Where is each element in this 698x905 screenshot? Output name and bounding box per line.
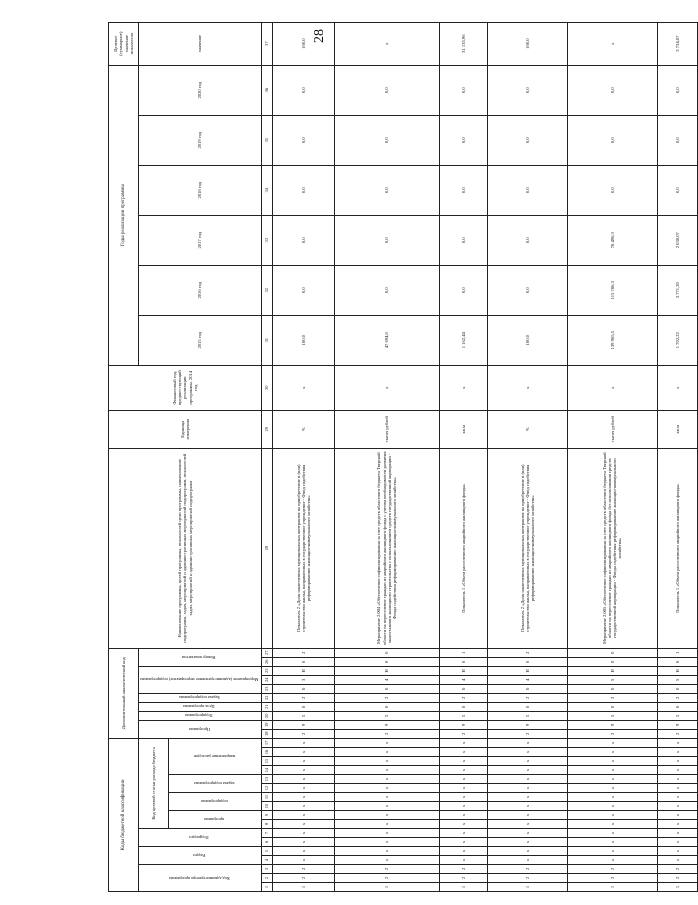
code-cell: x bbox=[487, 820, 567, 829]
code-cell: 5 bbox=[272, 711, 334, 720]
code-cell: x bbox=[272, 748, 334, 757]
code-cell: 0 bbox=[272, 657, 334, 666]
code-cell: 0 bbox=[567, 648, 657, 657]
code-cell: Н bbox=[657, 666, 697, 675]
fin-year-cell: х bbox=[567, 365, 657, 410]
code-cell: 2 bbox=[657, 729, 697, 738]
final-value-cell: 3 734,07 bbox=[657, 22, 697, 65]
code-cell: x bbox=[334, 811, 439, 820]
code-cell: x bbox=[567, 793, 657, 802]
row-name-cell: Показатель 2 «Доля заключенных муниципальных контрактов на приобретение и (или) строительство жилья, направленных в государственное учреждение - Фонд содействия реформированию жилищно-коммунального хозяйства» bbox=[272, 448, 334, 648]
code-cell: x bbox=[487, 847, 567, 856]
year-value-cell: 0,0 bbox=[657, 65, 697, 115]
section-header: Раздел bbox=[193, 853, 206, 859]
code-cell: 2 bbox=[657, 865, 697, 874]
code-cell: x bbox=[439, 793, 487, 802]
code-cell: 1 bbox=[439, 648, 487, 657]
unit-cell: кв.м bbox=[439, 410, 487, 448]
code-cell: 0 bbox=[657, 702, 697, 711]
code-cell: x bbox=[567, 748, 657, 757]
a-event-header: Мероприятие (административное мероприятие) подпрограммы bbox=[140, 677, 259, 683]
code-cell: 4 bbox=[439, 675, 487, 684]
code-cell: x bbox=[439, 847, 487, 856]
code-cell: x bbox=[272, 811, 334, 820]
code-cell: x bbox=[334, 748, 439, 757]
year-value-cell: 0,0 bbox=[272, 215, 334, 265]
code-cell: 1 bbox=[487, 883, 567, 892]
index-cell: 27 bbox=[261, 648, 272, 657]
subprog-header: подпрограмма bbox=[200, 799, 228, 805]
index-cell: 5 bbox=[261, 847, 272, 856]
unit-cell: тысяч рублей bbox=[334, 410, 439, 448]
code-cell: 1 bbox=[439, 883, 487, 892]
code-cell: x bbox=[657, 838, 697, 847]
code-cell: x bbox=[272, 793, 334, 802]
year-5: 2019 год bbox=[139, 115, 262, 165]
index-cell: 4 bbox=[261, 856, 272, 865]
code-cell: 0 bbox=[272, 702, 334, 711]
code-cell: 2 bbox=[334, 865, 439, 874]
table-row bbox=[567, 22, 657, 891]
final-value-cell: 100,0 bbox=[272, 22, 334, 65]
code-cell: x bbox=[657, 748, 697, 757]
year-value-cell: 0,0 bbox=[334, 115, 439, 165]
code-cell: 0 bbox=[487, 702, 567, 711]
code-cell: x bbox=[567, 802, 657, 811]
code-cell: x bbox=[272, 820, 334, 829]
code-cell: x bbox=[439, 838, 487, 847]
prog-header: программа bbox=[204, 817, 225, 823]
year-value-cell: 2 038,07 bbox=[657, 215, 697, 265]
final-value-cell: х bbox=[567, 22, 657, 65]
index-cell: 6 bbox=[261, 838, 272, 847]
year-value-cell: 0,0 bbox=[334, 215, 439, 265]
code-cell: 5 bbox=[567, 675, 657, 684]
code-cell: x bbox=[487, 838, 567, 847]
rotated-sheet bbox=[108, 31, 680, 892]
year-value-cell: 100,0 bbox=[272, 315, 334, 365]
code-cell: x bbox=[334, 802, 439, 811]
code-cell: x bbox=[439, 738, 487, 747]
code-cell: 2 bbox=[487, 874, 567, 883]
index-cell: 7 bbox=[261, 829, 272, 838]
code-cell: x bbox=[567, 829, 657, 838]
code-cell: x bbox=[567, 757, 657, 766]
code-cell: 2 bbox=[439, 865, 487, 874]
code-cell: x bbox=[657, 820, 697, 829]
code-cell: x bbox=[439, 811, 487, 820]
a-program-header: Программа bbox=[188, 726, 210, 732]
code-cell: 9 bbox=[334, 720, 439, 729]
code-cell: x bbox=[334, 829, 439, 838]
code-cell: x bbox=[567, 766, 657, 775]
row-name-cell: Показатель 1 «Объем расселенного аварийного жилищного фонда» bbox=[657, 448, 697, 648]
code-cell: x bbox=[272, 757, 334, 766]
page-number: 28 bbox=[312, 29, 327, 43]
code-cell: x bbox=[657, 856, 697, 865]
code-cell: 2 bbox=[334, 729, 439, 738]
code-cell: x bbox=[439, 748, 487, 757]
table-row bbox=[272, 22, 334, 891]
code-cell: x bbox=[272, 766, 334, 775]
task-sub-header: задача подпрограммы bbox=[193, 781, 235, 787]
code-cell: x bbox=[567, 811, 657, 820]
code-cell: Н bbox=[334, 666, 439, 675]
index-cell: 31 bbox=[261, 315, 272, 365]
code-cell: x bbox=[334, 766, 439, 775]
code-cell: x bbox=[487, 775, 567, 784]
code-cell: 0 bbox=[567, 702, 657, 711]
sheet-inner bbox=[108, 31, 680, 892]
index-cell: 3 bbox=[261, 865, 272, 874]
index-cell: 11 bbox=[261, 793, 272, 802]
year-value-cell: 3 771,20 bbox=[657, 265, 697, 315]
code-cell: 2 bbox=[567, 693, 657, 702]
code-cell: 0 bbox=[334, 657, 439, 666]
year-value-cell: 0,0 bbox=[657, 165, 697, 215]
index-cell: 21 bbox=[261, 702, 272, 711]
final-value-cell: 31 135,96 bbox=[439, 22, 487, 65]
code-cell: 1 bbox=[272, 883, 334, 892]
code-cell: 2 bbox=[567, 865, 657, 874]
code-cell: 1 bbox=[567, 883, 657, 892]
code-cell: 5 bbox=[657, 711, 697, 720]
fin-year-cell: х bbox=[487, 365, 567, 410]
index-cell: 35 bbox=[261, 115, 272, 165]
code-cell: 2 bbox=[439, 693, 487, 702]
index-cell: 2 bbox=[261, 874, 272, 883]
code-cell: x bbox=[439, 820, 487, 829]
row-name-cell: Мероприятие 2.005 «Обеспечение софинансирования за счет средств областного бюджета Тверской области на переселение граждан из аварийного жилищного фонда без использования средств государственной корпорации - Фонда содействия реформированию жилищно-коммунального хозяйства» bbox=[567, 448, 657, 648]
code-cell: 5 bbox=[487, 711, 567, 720]
year-value-cell: 100,0 bbox=[487, 315, 567, 365]
code-cell: x bbox=[439, 784, 487, 793]
unit-cell: % bbox=[487, 410, 567, 448]
code-cell: 2 bbox=[272, 693, 334, 702]
code-cell: 0 bbox=[487, 684, 567, 693]
year-value-cell: 0,0 bbox=[439, 115, 487, 165]
code-cell: 0 bbox=[657, 657, 697, 666]
code-cell: 9 bbox=[439, 720, 487, 729]
index-cell: 19 bbox=[261, 720, 272, 729]
code-cell: Н bbox=[272, 666, 334, 675]
code-cell: x bbox=[439, 802, 487, 811]
code-cell: x bbox=[334, 820, 439, 829]
code-cell: 1 bbox=[334, 883, 439, 892]
code-cell: x bbox=[487, 748, 567, 757]
code-cell: 5 bbox=[567, 711, 657, 720]
code-cell: 2 bbox=[657, 693, 697, 702]
kbk-header: Коды бюджетной классификации bbox=[109, 738, 139, 891]
unit-cell: тысяч рублей bbox=[567, 410, 657, 448]
code-cell: 2 bbox=[657, 874, 697, 883]
index-cell: 10 bbox=[261, 802, 272, 811]
code-cell: x bbox=[334, 847, 439, 856]
row-name-cell: Мероприятие 2.004 «Обеспечение софинансирования за счет средств областного бюджета Тверской области на переселение граждан из аварийного жилищного фонда с учетом необходимости развития малоэтажного жилищного строительства с использованием средств государственной корпорации - Фонда содействия реформированию жилищно-коммунального хозяйства» bbox=[334, 448, 439, 648]
code-cell: 2 bbox=[439, 874, 487, 883]
fin-year-cell: х bbox=[439, 365, 487, 410]
code-cell: 1 bbox=[657, 883, 697, 892]
code-cell: 2 bbox=[334, 874, 439, 883]
name-header: Наименование программы, целей программы, показателей цели программы, наименование подпрограмм, задач, мероприятий и административных мероприятий подпрограмм, показателей задач, мероприятий и административных мероприятий подпрограмм bbox=[109, 448, 262, 648]
code-cell: x bbox=[334, 838, 439, 847]
admin-code-header: Код администратора программы bbox=[168, 875, 230, 881]
index-cell: 16 bbox=[261, 748, 272, 757]
fin-year-header: Финансовый год, предшествующий реализации программы, 2014 год bbox=[109, 365, 262, 410]
code-cell: 0 bbox=[439, 702, 487, 711]
year-value-cell: 0,0 bbox=[439, 215, 487, 265]
code-cell: x bbox=[272, 738, 334, 747]
code-cell: 0 bbox=[567, 657, 657, 666]
index-cell: 37 bbox=[261, 22, 272, 65]
code-cell: 0 bbox=[567, 684, 657, 693]
index-cell: 9 bbox=[261, 811, 272, 820]
table-row bbox=[657, 22, 697, 891]
code-cell: 9 bbox=[487, 720, 567, 729]
program-table bbox=[108, 22, 698, 892]
code-cell: 5 bbox=[334, 711, 439, 720]
year-value-cell: 0,0 bbox=[487, 65, 567, 115]
code-cell: x bbox=[657, 757, 697, 766]
code-cell: 9 bbox=[657, 720, 697, 729]
unit-cell: % bbox=[272, 410, 334, 448]
index-cell: 22 bbox=[261, 693, 272, 702]
code-cell: 2 bbox=[272, 648, 334, 657]
year-value-cell: 0,0 bbox=[487, 215, 567, 265]
code-cell: x bbox=[439, 775, 487, 784]
year-value-cell: 0,0 bbox=[334, 165, 439, 215]
year-value-cell: 1 162,44 bbox=[439, 315, 487, 365]
code-cell: x bbox=[567, 856, 657, 865]
index-cell: 17 bbox=[261, 738, 272, 747]
table-row bbox=[487, 22, 567, 891]
code-cell: x bbox=[487, 766, 567, 775]
code-cell: x bbox=[272, 829, 334, 838]
year-value-cell: 0,0 bbox=[272, 115, 334, 165]
code-cell: 0 bbox=[272, 684, 334, 693]
year-value-cell: 0,0 bbox=[272, 165, 334, 215]
index-cell: 23 bbox=[261, 684, 272, 693]
year-value-cell: 139 965,5 bbox=[567, 315, 657, 365]
index-cell: 28 bbox=[261, 448, 272, 648]
code-cell: x bbox=[487, 757, 567, 766]
index-cell: 15 bbox=[261, 757, 272, 766]
row-name-cell: Показатель 2 «Доля заключенных муниципальных контрактов на приобретение и (или) строительство жилья, направленных в государственное учреждение - Фонд содействия реформированию жилищно-коммунального хозяйства» bbox=[487, 448, 567, 648]
table-row bbox=[439, 22, 487, 891]
code-cell: 2 bbox=[272, 865, 334, 874]
code-cell: Н bbox=[487, 666, 567, 675]
code-cell: x bbox=[487, 802, 567, 811]
year-value-cell: 0,0 bbox=[334, 65, 439, 115]
code-cell: x bbox=[487, 829, 567, 838]
index-cell: 18 bbox=[261, 729, 272, 738]
code-cell: x bbox=[439, 856, 487, 865]
code-cell: x bbox=[272, 838, 334, 847]
code-cell: 2 bbox=[487, 729, 567, 738]
code-cell: 2 bbox=[334, 693, 439, 702]
row-name-cell: Показатель 1 «Объем расселенного аварийного жилищного фонда» bbox=[439, 448, 487, 648]
code-cell: x bbox=[487, 784, 567, 793]
year-value-cell: 0,0 bbox=[487, 265, 567, 315]
a-goal-header: Цель программы bbox=[183, 704, 216, 710]
unit-header: Единица измерения bbox=[109, 410, 262, 448]
code-cell: 0 bbox=[487, 657, 567, 666]
code-cell: 2 bbox=[272, 874, 334, 883]
code-cell: x bbox=[657, 847, 697, 856]
year-value-cell: 0,0 bbox=[487, 115, 567, 165]
index-cell: 32 bbox=[261, 265, 272, 315]
code-cell: 4 bbox=[487, 675, 567, 684]
year-value-cell: 47 694,0 bbox=[334, 315, 439, 365]
fin-year-cell: х bbox=[272, 365, 334, 410]
code-cell: 2 bbox=[567, 874, 657, 883]
index-cell: 33 bbox=[261, 215, 272, 265]
code-cell: x bbox=[334, 757, 439, 766]
code-cell: 5 bbox=[439, 711, 487, 720]
code-cell: 4 bbox=[334, 675, 439, 684]
year-value-cell: 0,0 bbox=[272, 265, 334, 315]
index-row bbox=[261, 22, 272, 891]
index-cell: 30 bbox=[261, 365, 272, 410]
dir-exp-header: направление расходов bbox=[193, 753, 235, 759]
code-cell: 9 bbox=[272, 720, 334, 729]
year-value-cell: 0,0 bbox=[567, 165, 657, 215]
table-row bbox=[334, 22, 439, 891]
years-header: Годы реализации программы bbox=[109, 65, 139, 365]
year-value-cell: 1 702,22 bbox=[657, 315, 697, 365]
index-cell: 26 bbox=[261, 657, 272, 666]
index-cell: 1 bbox=[261, 883, 272, 892]
code-cell: x bbox=[487, 793, 567, 802]
index-cell: 36 bbox=[261, 65, 272, 115]
code-cell: x bbox=[272, 784, 334, 793]
code-cell: x bbox=[567, 738, 657, 747]
fin-year-cell: х bbox=[334, 365, 439, 410]
year-4: 2018 год bbox=[139, 165, 262, 215]
year-3: 2017 год bbox=[139, 215, 262, 265]
year-value-cell: 0,0 bbox=[439, 65, 487, 115]
extra-code-header: Дополнительный аналитический код bbox=[109, 648, 139, 738]
code-cell: 2 bbox=[272, 729, 334, 738]
code-cell: x bbox=[272, 802, 334, 811]
code-cell: x bbox=[657, 829, 697, 838]
code-cell: x bbox=[334, 775, 439, 784]
code-cell: 1 bbox=[657, 648, 697, 657]
year-value-cell: 0,0 bbox=[272, 65, 334, 115]
code-cell: 0 bbox=[439, 684, 487, 693]
code-cell: x bbox=[439, 757, 487, 766]
code-cell: x bbox=[657, 738, 697, 747]
year-value-cell: 0,0 bbox=[567, 115, 657, 165]
code-cell: 0 bbox=[334, 648, 439, 657]
index-cell: 24 bbox=[261, 675, 272, 684]
subsection-header: Подраздел bbox=[189, 835, 210, 841]
year-1: 2015 год bbox=[139, 315, 262, 365]
code-cell: x bbox=[657, 793, 697, 802]
code-cell: 3 bbox=[272, 675, 334, 684]
code-cell: x bbox=[487, 856, 567, 865]
code-cell: x bbox=[487, 738, 567, 747]
code-cell: 2 bbox=[487, 693, 567, 702]
year-2: 2016 год bbox=[139, 265, 262, 315]
code-cell: 0 bbox=[657, 684, 697, 693]
code-cell: 0 bbox=[334, 684, 439, 693]
code-cell: x bbox=[567, 820, 657, 829]
code-cell: x bbox=[657, 766, 697, 775]
code-cell: x bbox=[657, 802, 697, 811]
code-cell: 2 bbox=[439, 729, 487, 738]
a-subprog-header: Подпрограмма bbox=[185, 713, 214, 719]
code-cell: x bbox=[657, 775, 697, 784]
code-cell: Н bbox=[439, 666, 487, 675]
code-cell: 5 bbox=[657, 675, 697, 684]
code-cell: 2 bbox=[487, 865, 567, 874]
code-cell: x bbox=[487, 811, 567, 820]
code-cell: x bbox=[334, 738, 439, 747]
index-cell: 13 bbox=[261, 775, 272, 784]
code-cell: x bbox=[272, 775, 334, 784]
code-cell: x bbox=[567, 847, 657, 856]
code-cell: x bbox=[657, 784, 697, 793]
fin-year-cell: х bbox=[657, 365, 697, 410]
year-value-cell: 0,0 bbox=[439, 265, 487, 315]
code-cell: x bbox=[439, 829, 487, 838]
index-cell: 34 bbox=[261, 165, 272, 215]
code-cell: Н bbox=[567, 666, 657, 675]
code-cell: 0 bbox=[334, 702, 439, 711]
code-cell: x bbox=[439, 766, 487, 775]
index-cell: 20 bbox=[261, 711, 272, 720]
final-value-cell: х bbox=[334, 22, 439, 65]
final-value-cell: 100,0 bbox=[487, 22, 567, 65]
code-cell: x bbox=[567, 775, 657, 784]
a-task-header: Задача подпрограммы bbox=[178, 695, 220, 701]
year-value-cell: 0,0 bbox=[657, 115, 697, 165]
index-cell: 29 bbox=[261, 410, 272, 448]
a-indicator-header: Номер показателя bbox=[182, 654, 216, 660]
code-cell: 2 bbox=[567, 729, 657, 738]
year-value-cell: 0,0 bbox=[487, 165, 567, 215]
code-cell: x bbox=[334, 793, 439, 802]
code-cell: x bbox=[567, 838, 657, 847]
code-cell: x bbox=[334, 784, 439, 793]
index-cell: 14 bbox=[261, 766, 272, 775]
year-6: 2020 год bbox=[139, 65, 262, 115]
code-cell: x bbox=[272, 847, 334, 856]
year-value-cell: 78 496,3 bbox=[567, 215, 657, 265]
unit-cell: кв.м bbox=[657, 410, 697, 448]
index-cell: 12 bbox=[261, 784, 272, 793]
year-value-cell: 0,0 bbox=[439, 165, 487, 215]
index-cell: 25 bbox=[261, 666, 272, 675]
code-cell: x bbox=[657, 811, 697, 820]
code-cell: x bbox=[334, 856, 439, 865]
final-sub-header: значение bbox=[139, 22, 262, 65]
final-header: Целевое (суммарное) значение показателя bbox=[109, 22, 139, 65]
code-cell: 0 bbox=[439, 657, 487, 666]
year-value-cell: 0,0 bbox=[567, 65, 657, 115]
kcsr-header: Код целевой статьи расхода бюджета bbox=[139, 738, 169, 828]
code-cell: 9 bbox=[567, 720, 657, 729]
code-cell: x bbox=[567, 784, 657, 793]
table-body bbox=[272, 22, 697, 891]
code-cell: 2 bbox=[487, 648, 567, 657]
year-value-cell: 115 786,3 bbox=[567, 265, 657, 315]
year-value-cell: 0,0 bbox=[334, 265, 439, 315]
code-cell: x bbox=[272, 856, 334, 865]
index-cell: 8 bbox=[261, 820, 272, 829]
